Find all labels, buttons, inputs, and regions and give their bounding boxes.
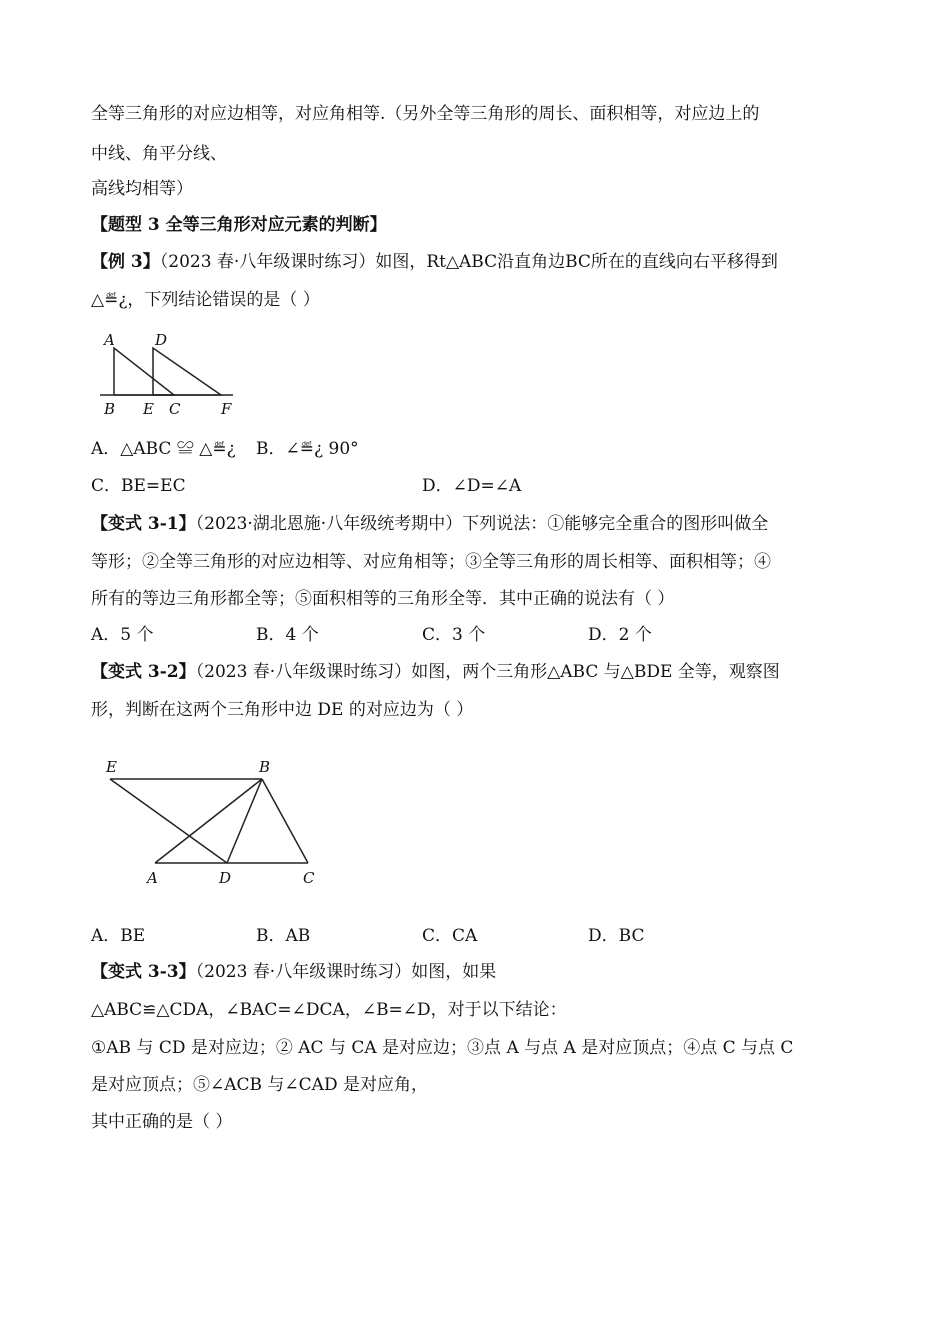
example3-line-2: △≝¿，下列结论错误的是（ ）: [91, 290, 320, 310]
variant32-tag: 【变式 3-2】: [91, 662, 196, 682]
label-c: C: [303, 869, 315, 887]
example3-line-1: [91, 250, 778, 274]
variant33-line-5: 其中正确的是（ ）: [91, 1112, 233, 1132]
variant31-option-c: C．3 个: [422, 625, 486, 645]
variant31-text-1: （2023·湖北恩施·八年级统考期中）下列说法：①能够完全重合的图形叫做全: [195, 514, 769, 534]
segment-bd: [227, 779, 262, 863]
segment-bc: [262, 779, 308, 863]
variant31-line-1: [91, 512, 768, 536]
variant31-option-d: D．2 个: [588, 625, 652, 645]
example3-text-1: （2023 春·八年级课时练习）如图，Rt△ABC沿直角边BC所在的直线向右平移得到: [159, 252, 778, 272]
variant32-line-1: [91, 660, 780, 684]
example3-figure: [95, 328, 245, 420]
label-a: A: [147, 869, 158, 887]
variant31-option-a: A．5 个: [91, 625, 154, 645]
label-c: C: [169, 400, 181, 418]
variant33-tag: 【变式 3-3】: [91, 962, 196, 982]
variant32-option-d: D．BC: [588, 926, 645, 946]
triangle-def: [153, 348, 221, 395]
variant31-line-3: 所有的等边三角形都全等；⑤面积相等的三角形全等．其中正确的说法有（ ）: [91, 589, 675, 609]
variant33-text-1: （2023 春·八年级课时练习）如图，如果: [195, 962, 497, 982]
label-e: E: [143, 400, 154, 418]
variant32-text-1: （2023 春·八年级课时练习）如图，两个三角形△ABC 与△BDE 全等，观察图: [195, 662, 780, 682]
variant31-tag: 【变式 3-1】: [91, 514, 196, 534]
variant31-line-2: 等形；②全等三角形的对应边相等、对应角相等；③全等三角形的周长相等、面积相等；④: [91, 552, 771, 572]
example3-option-c: C．BE=EC: [91, 476, 186, 496]
example3-tag: 【例 3】: [91, 252, 160, 272]
variant32-option-a: A．BE: [91, 926, 146, 946]
example3-option-d: D．∠D=∠A: [422, 476, 522, 496]
variant33-line-3: ①AB 与 CD 是对应边；② AC 与 CA 是对应边；③点 A 与点 A 是对应顶点；④点 C 与点 C: [91, 1038, 794, 1058]
variant32-option-b: B．AB: [256, 926, 311, 946]
intro-line-1: 全等三角形的对应边相等，对应角相等.（另外全等三角形的周长、面积相等，对应边上的: [91, 104, 760, 124]
variant32-line-2: 形，判断在这两个三角形中边 DE 的对应边为（ ）: [91, 700, 474, 720]
variant33-line-1: [91, 960, 496, 984]
intro-line-3: 高线均相等）: [91, 179, 193, 199]
label-a: A: [104, 331, 115, 349]
label-d: D: [155, 331, 168, 349]
intro-line-2: 中线、角平分线、: [91, 144, 227, 164]
label-b: B: [104, 400, 116, 418]
label-d: D: [219, 869, 232, 887]
variant32-figure: [100, 752, 325, 892]
variant33-line-2: △ABC≌△CDA，∠BAC=∠DCA，∠B=∠D，对于以下结论：: [91, 1000, 567, 1020]
example3-option-a: A．△ABC ≌ △≝¿: [91, 439, 236, 459]
example3-option-b: B．∠≝¿ 90°: [256, 439, 359, 459]
variant31-option-b: B．4 个: [256, 625, 319, 645]
variant33-line-4: 是对应顶点；⑤∠ACB 与∠CAD 是对应角，: [91, 1075, 428, 1095]
section-title: 【题型 3 全等三角形对应元素的判断】: [91, 215, 387, 235]
variant32-option-c: C．CA: [422, 926, 478, 946]
label-e: E: [106, 758, 117, 776]
label-f: F: [221, 400, 232, 418]
triangle-abc: [114, 348, 174, 395]
label-b: B: [259, 758, 271, 776]
